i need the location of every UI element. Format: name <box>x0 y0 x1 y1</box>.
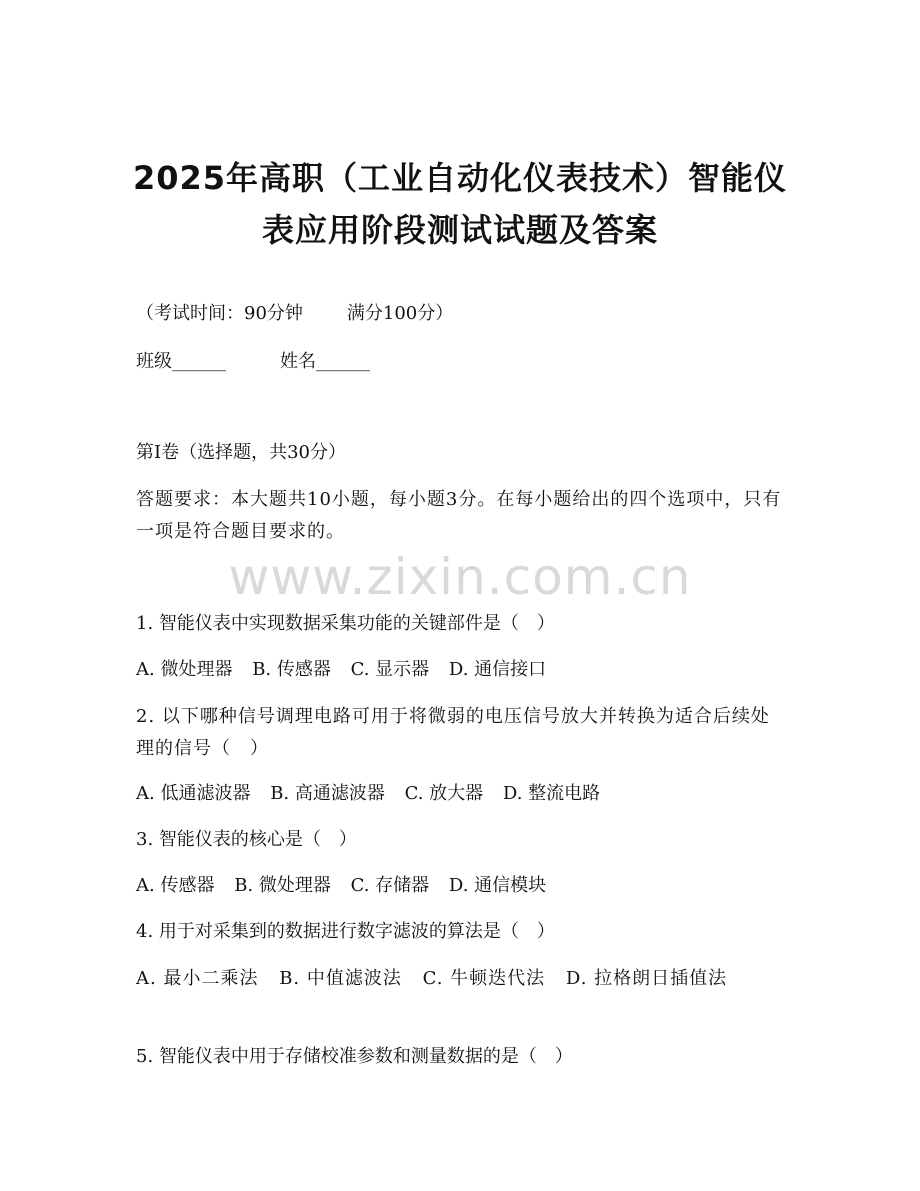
option-c: C. 存储器 <box>350 875 430 896</box>
option-d: D. 通信模块 <box>448 875 547 896</box>
question-options <box>136 658 560 682</box>
option-c: C. 放大器 <box>404 783 484 804</box>
option-b: B. 微处理器 <box>234 875 331 896</box>
title-line-2: 表应用阶段测试试题及答案 <box>261 211 658 249</box>
option-a: A. 最小二乘法 <box>136 968 259 989</box>
option-d: D. 整流电路 <box>502 783 601 804</box>
question-stem: 5. 智能仪表中用于存储校准参数和测量数据的是（ ） <box>136 1046 573 1067</box>
class-field: 班级______ <box>136 351 226 372</box>
option-d: D. 拉格朗日插值法 <box>565 968 728 989</box>
exam-info <box>136 302 453 326</box>
option-b: B. 高通滤波器 <box>270 783 385 804</box>
exam-time: （考试时间：90分钟 <box>136 303 303 324</box>
exam-score: 满分100分） <box>346 303 454 324</box>
title-line-1: 2025年高职（工业自动化仪表技术）智能仪 <box>132 159 788 197</box>
student-fields <box>136 350 370 374</box>
option-b: B. 中值滤波法 <box>279 968 402 989</box>
question-stem: 1. 智能仪表中实现数据采集功能的关键部件是（ ） <box>136 613 555 634</box>
option-b: B. 传感器 <box>252 659 331 680</box>
option-d: D. 通信接口 <box>448 659 547 680</box>
option-a: A. 低通滤波器 <box>136 783 251 804</box>
question-options <box>136 963 786 995</box>
document-title <box>60 152 860 256</box>
section-heading: 第I卷（选择题，共30分） <box>136 442 347 463</box>
question-options <box>136 782 614 806</box>
section-instructions: 答题要求：本大题共10小题，每小题3分。在每小题给出的四个选项中，只有一项是符合题目要求的。 <box>136 489 782 542</box>
watermark: www.zixin.com.cn <box>228 548 692 606</box>
name-field: 姓名______ <box>280 351 370 372</box>
option-a: A. 传感器 <box>136 875 215 896</box>
option-c: C. 牛顿迭代法 <box>422 968 546 989</box>
option-c: C. 显示器 <box>350 659 430 680</box>
question-options <box>136 874 560 898</box>
question-stem: 3. 智能仪表的核心是（ ） <box>136 829 357 850</box>
question-stem: 2. 以下哪种信号调理电路可用于将微弱的电压信号放大并转换为适合后续处理的信号（ ） <box>136 706 770 759</box>
option-a: A. 微处理器 <box>136 659 233 680</box>
question-stem: 4. 用于对采集到的数据进行数字滤波的算法是（ ） <box>136 921 555 942</box>
